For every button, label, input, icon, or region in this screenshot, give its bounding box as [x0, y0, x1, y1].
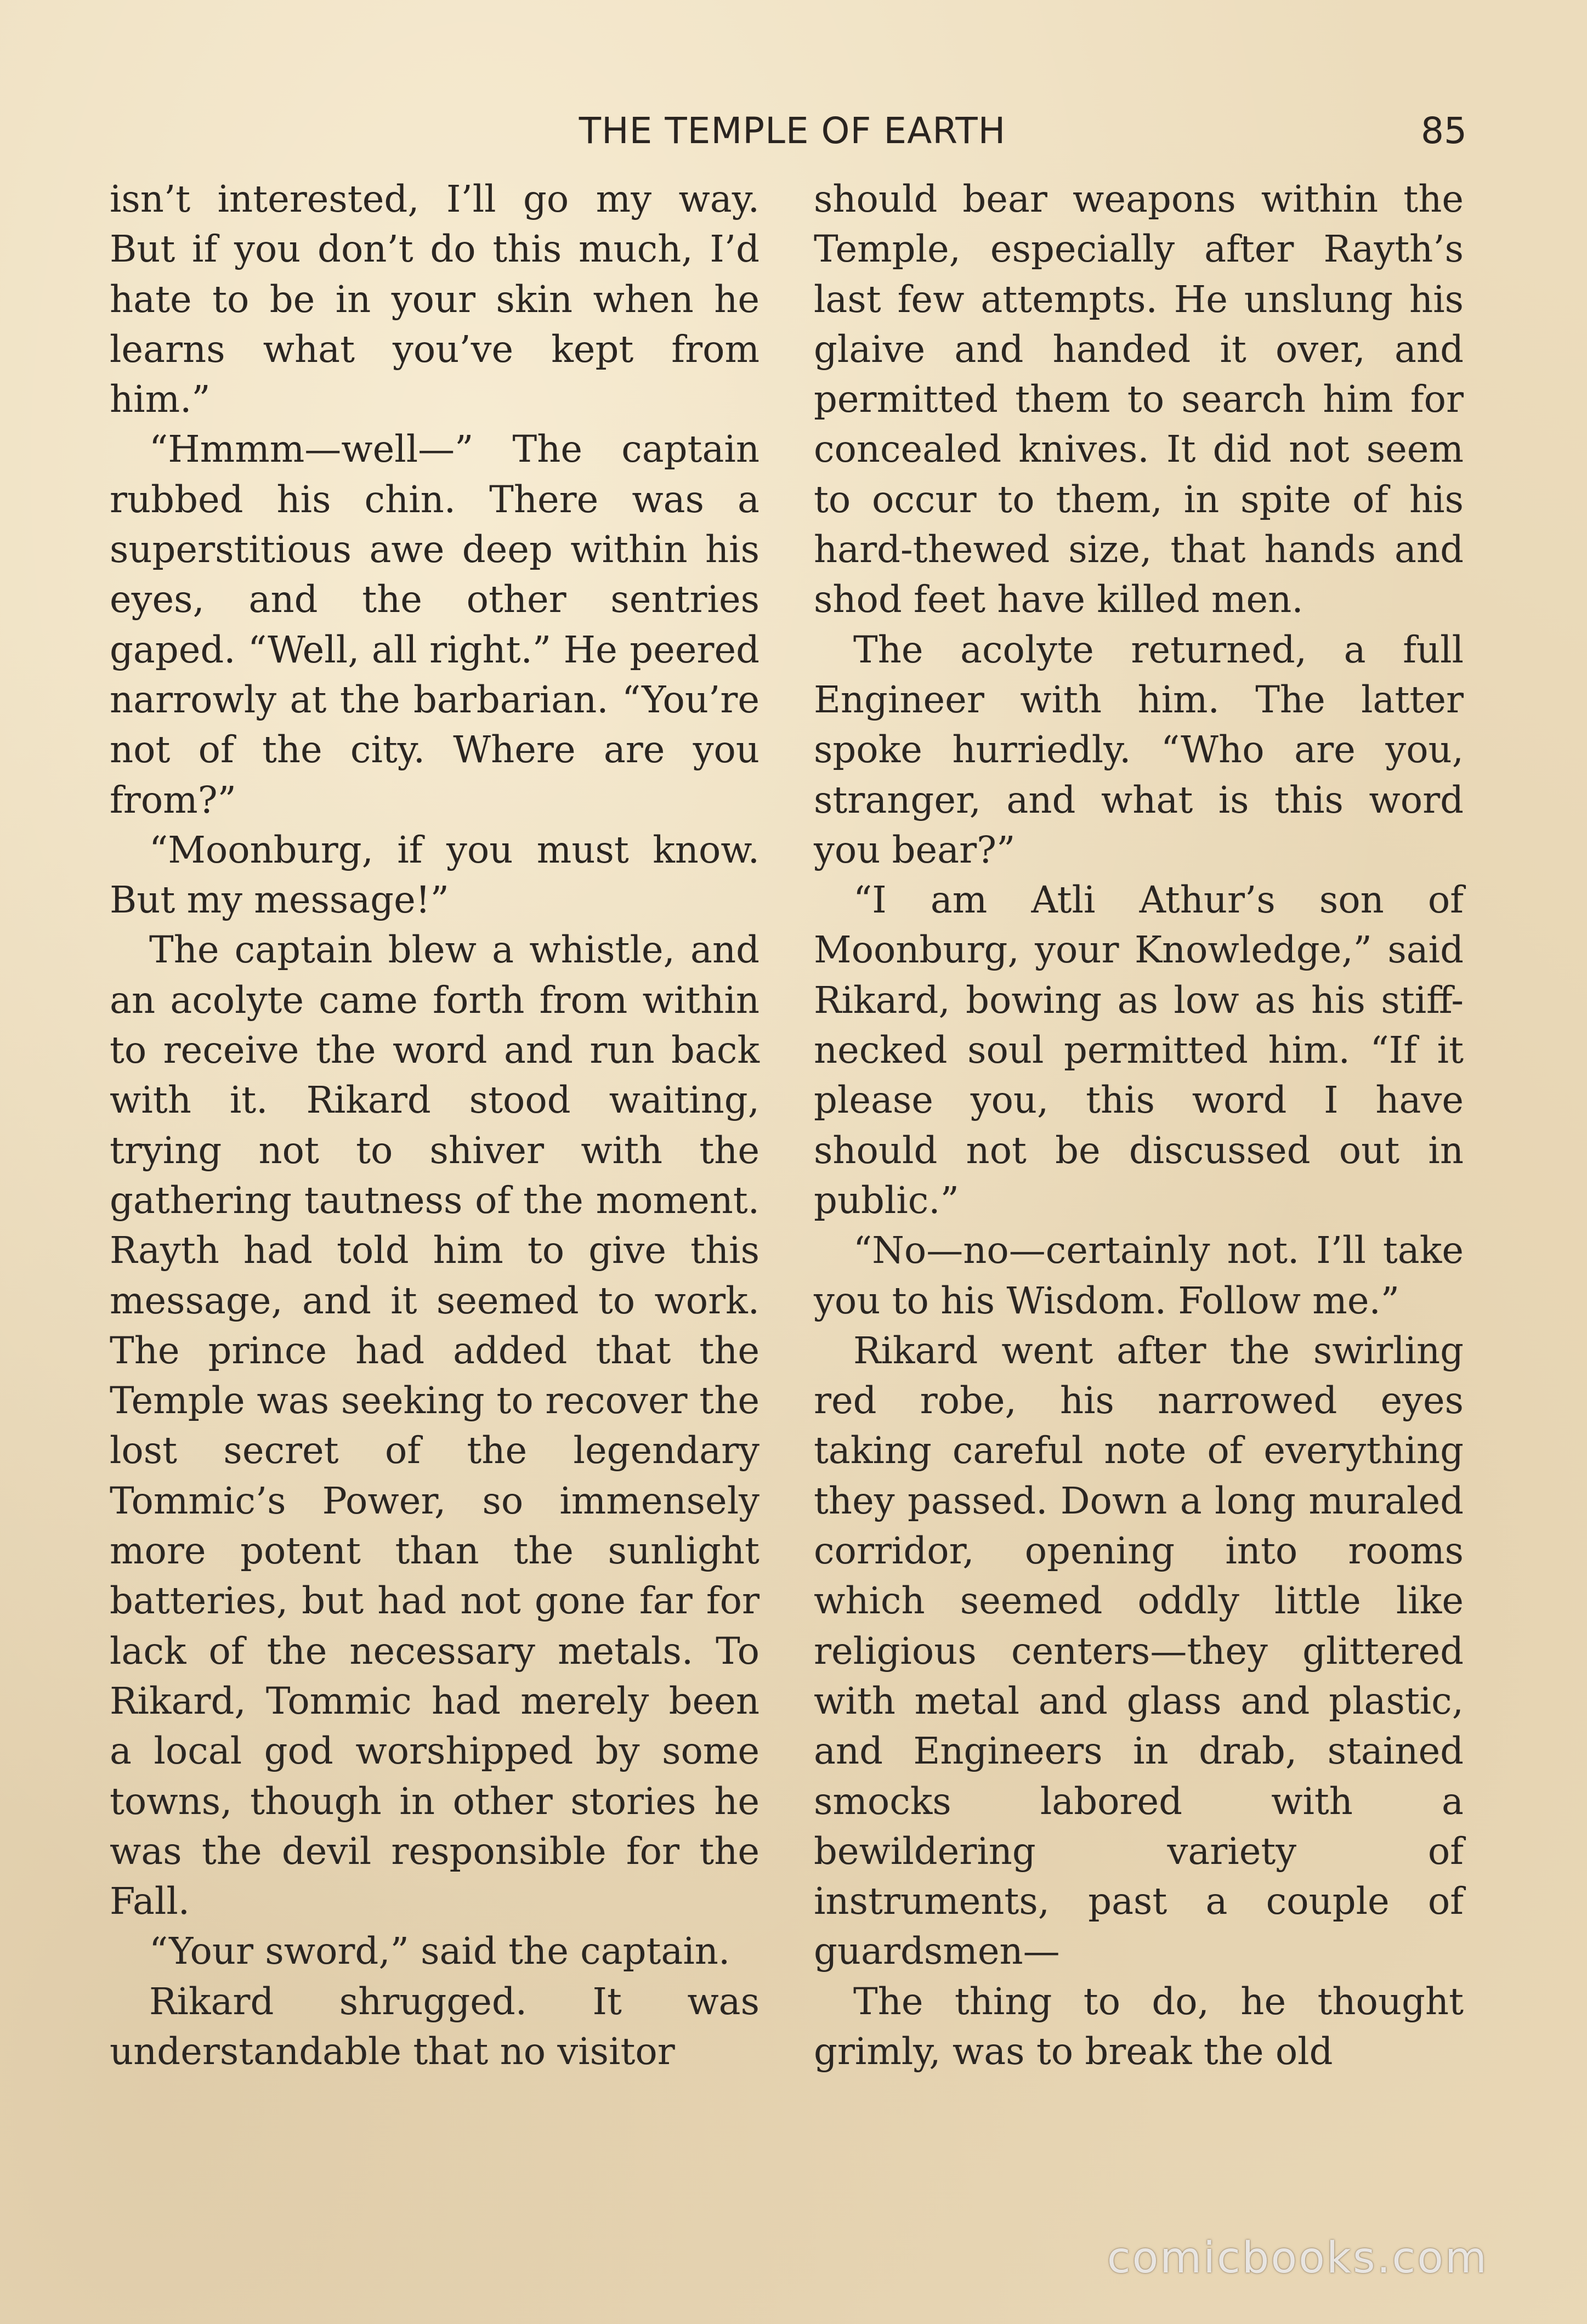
paragraph: “No—no—certainly not. I’ll take you to his Wisdom. Follow me.”: [814, 1229, 1464, 1322]
left-text-column: [110, 174, 760, 2077]
paragraph: “Moonburg, if you must know. But my message!”: [110, 828, 760, 922]
paragraph: “I am Atli Athur’s son of Moonburg, your Knowledge,” said Rikard, bowing as low as his stiff-necked soul permitted him. “If it please you, this word I have should not be discussed out in public.”: [814, 878, 1464, 1222]
paragraph: Rikard shrugged. It was understandable that no visitor: [110, 1980, 760, 2073]
site-watermark: comicbooks.com: [1107, 2234, 1488, 2283]
right-text-column: [814, 174, 1464, 2077]
paragraph: The acolyte returned, a full Engineer with him. The latter spoke hurriedly. “Who are you, stranger, and what is this word you bear?”: [814, 628, 1464, 871]
paragraph: The captain blew a whistle, and an acolyte came forth from within to receive the word and run back with it. Rikard stood waiting, trying not to shiver with the gathering tautness of the moment. Rayth had told him to give this message, and it seemed to work. The prince had added that the Temple was seeking to recover the lost secret of the legendary Tommic’s Power, so immensely more potent than the sunlight batteries, but had not gone far for lack of the necessary metals. To Rikard, Tommic had merely been a local god worshipped by some towns, though in other stories he was the devil responsible for the Fall.: [110, 928, 760, 1923]
paragraph: “Hmmm—well—” The captain rubbed his chin. There was a superstitious awe deep within his eyes, and the other sentries gaped. “Well, all right.” He peered narrowly at the barbarian. “You’re not of the city. Where are you from?”: [110, 428, 760, 821]
page-number: 85: [1421, 110, 1467, 152]
running-title: THE TEMPLE OF EARTH: [579, 110, 1006, 152]
page-header: [107, 104, 1478, 159]
paragraph: The thing to do, he thought grimly, was to break the old: [814, 1980, 1464, 2073]
paragraph: should bear weapons within the Temple, especially after Rayth’s last few attempts. He unslung his glaive and handed it over, and permitted them to search him for concealed knives. It did not seem to occur to them, in spite of his hard-thewed size, that hands and shod feet have killed men.: [814, 178, 1464, 621]
paragraph: isn’t interested, I’ll go my way. But if you don’t do this much, I’d hate to be in your skin when he learns what you’ve kept from him.”: [110, 178, 760, 421]
paragraph: “Your sword,” said the captain.: [149, 1930, 730, 1973]
paragraph: Rikard went after the swirling red robe, his narrowed eyes taking careful note of everything they passed. Down a long muraled corridor, opening into rooms which seemed oddly little like religious centers—they glittered with metal and glass and plastic, and Engineers in drab, stained smocks labored with a bewildering variety of instruments, past a couple of guardsmen—: [814, 1329, 1464, 1973]
